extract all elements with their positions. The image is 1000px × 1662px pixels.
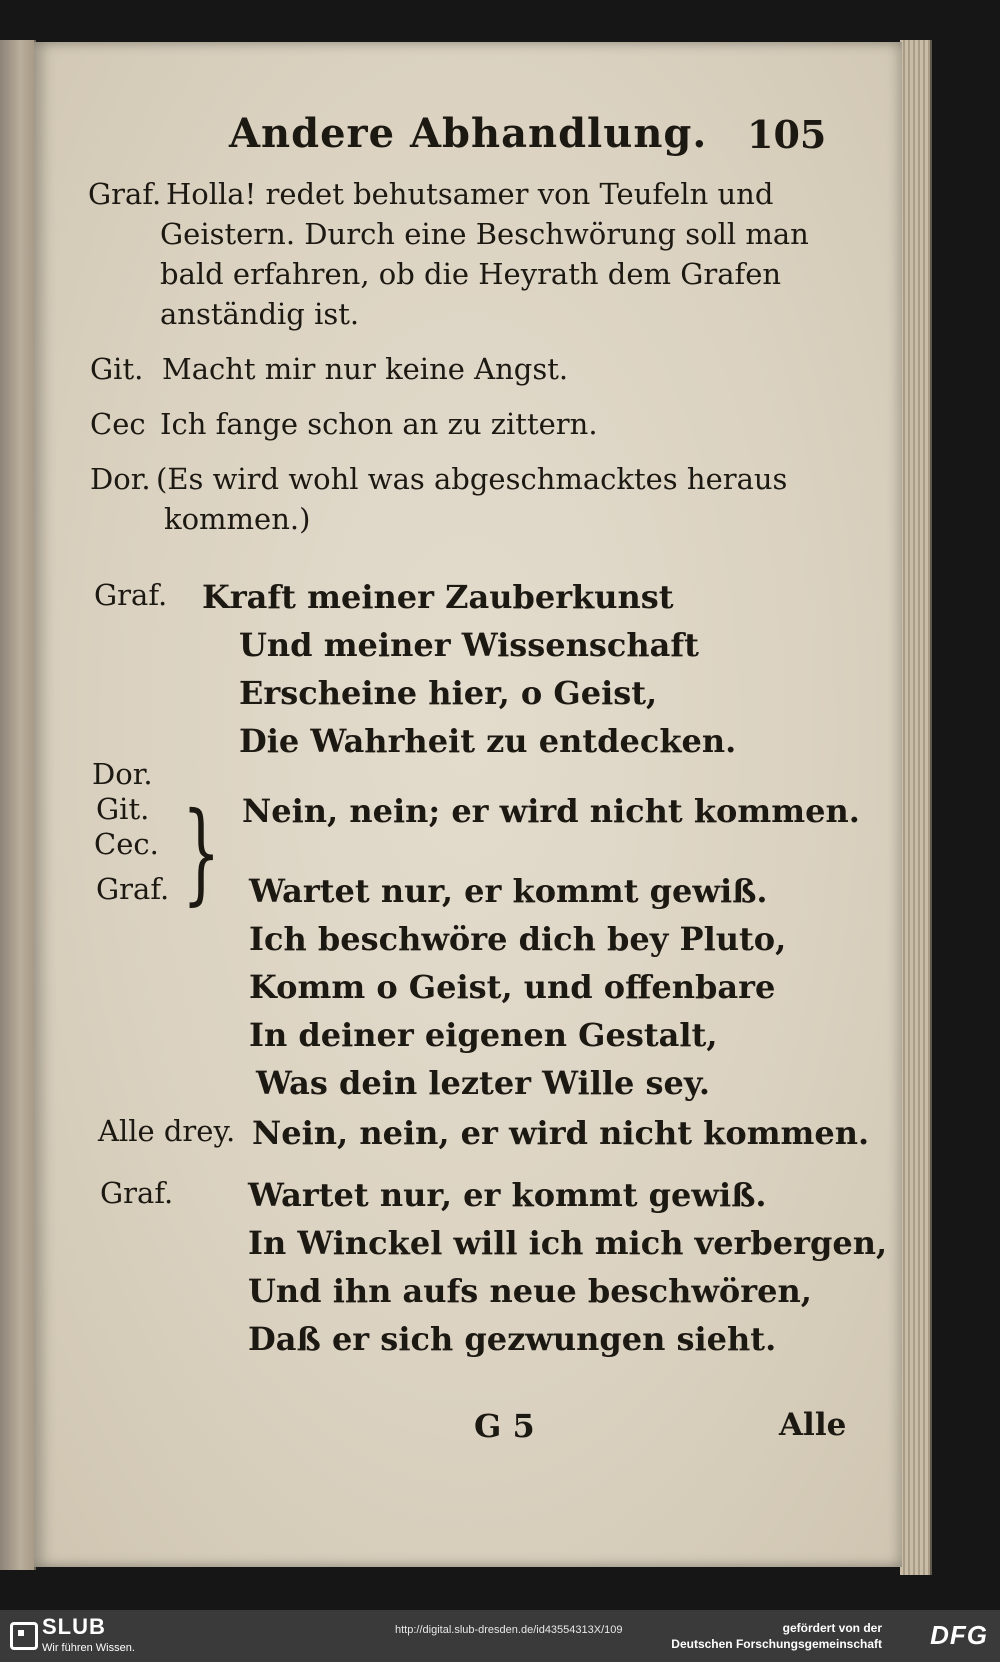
running-head-title: Andere Abhandlung. — [229, 110, 708, 157]
left-page-edge — [0, 40, 36, 1570]
dialogue-line: Macht mir nur keine Angst. — [162, 352, 569, 386]
permalink-url[interactable]: http://digital.slub-dresden.de/id43554313X/109 — [395, 1624, 623, 1636]
speaker-dor: Dor. — [90, 462, 151, 496]
page-number: 105 — [747, 112, 827, 157]
chorus-brace: } — [182, 788, 221, 916]
dialogue-line: kommen.) — [164, 502, 311, 536]
dialogue-line: Ich fange schon an zu zittern. — [160, 407, 598, 441]
speaker-git: Git. — [96, 792, 150, 826]
slub-logo-text[interactable]: SLUB — [42, 1614, 106, 1639]
verse-line: Kraft meiner Zauberkunst — [202, 578, 674, 616]
signature-mark: G 5 — [474, 1407, 535, 1445]
speaker-graf: Graf. — [96, 872, 170, 906]
funding-line-1: gefördert von der — [782, 1621, 882, 1635]
verse-line: Nein, nein, er wird nicht kommen. — [252, 1114, 870, 1152]
verse-line: Und meiner Wissenschaft — [239, 626, 699, 664]
speaker-git: Git. — [90, 352, 144, 386]
speaker-dor: Dor. — [92, 757, 153, 791]
verse-line: Die Wahrheit zu entdecken. — [239, 722, 737, 760]
verse-line: Und ihn aufs neue beschwören, — [248, 1272, 812, 1310]
speaker-cec: Cec — [90, 407, 146, 441]
dfg-logo[interactable]: DFG — [930, 1620, 988, 1650]
speaker-graf: Graf. — [88, 177, 162, 211]
dialogue-line: Geistern. Durch eine Beschwörung soll man — [160, 217, 809, 251]
verse-line: Erscheine hier, o Geist, — [239, 674, 658, 712]
verse-line: Wartet nur, er kommt gewiß. — [248, 1176, 767, 1214]
dialogue-line: anständig ist. — [160, 297, 360, 331]
verse-line: Komm o Geist, und offenbare — [249, 968, 776, 1006]
viewer-footer — [0, 1610, 1000, 1662]
verse-line: Nein, nein; er wird nicht kommen. — [242, 792, 860, 830]
verse-line: Was dein lezter Wille sey. — [256, 1064, 710, 1102]
verse-line: In Winckel will ich mich verbergen, — [248, 1224, 888, 1262]
speaker-graf: Graf. — [100, 1176, 174, 1210]
speaker-alle-drey: Alle drey. — [98, 1114, 236, 1148]
dialogue-line: bald erfahren, ob die Heyrath dem Grafen — [160, 257, 782, 291]
slub-tagline: Wir führen Wissen. — [42, 1642, 135, 1654]
catchword: Alle — [779, 1407, 847, 1443]
speaker-cec: Cec. — [94, 827, 159, 861]
verse-line: Daß er sich gezwungen sieht. — [248, 1320, 777, 1358]
dialogue-line: Holla! redet behutsamer von Teufeln und — [166, 177, 774, 211]
funding-line-2: Deutschen Forschungsgemeinschaft — [671, 1637, 882, 1651]
verse-line: Ich beschwöre dich bey Pluto, — [249, 920, 787, 958]
verse-line: In deiner eigenen Gestalt, — [249, 1016, 718, 1054]
slub-logo-icon[interactable] — [10, 1622, 38, 1650]
page-stack-edge — [900, 40, 932, 1575]
speaker-graf: Graf. — [94, 578, 168, 612]
verse-line: Wartet nur, er kommt gewiß. — [249, 872, 768, 910]
dialogue-line: (Es wird wohl was abgeschmacktes heraus — [156, 462, 788, 496]
book-page — [34, 42, 902, 1567]
funding-notice — [671, 1620, 882, 1652]
